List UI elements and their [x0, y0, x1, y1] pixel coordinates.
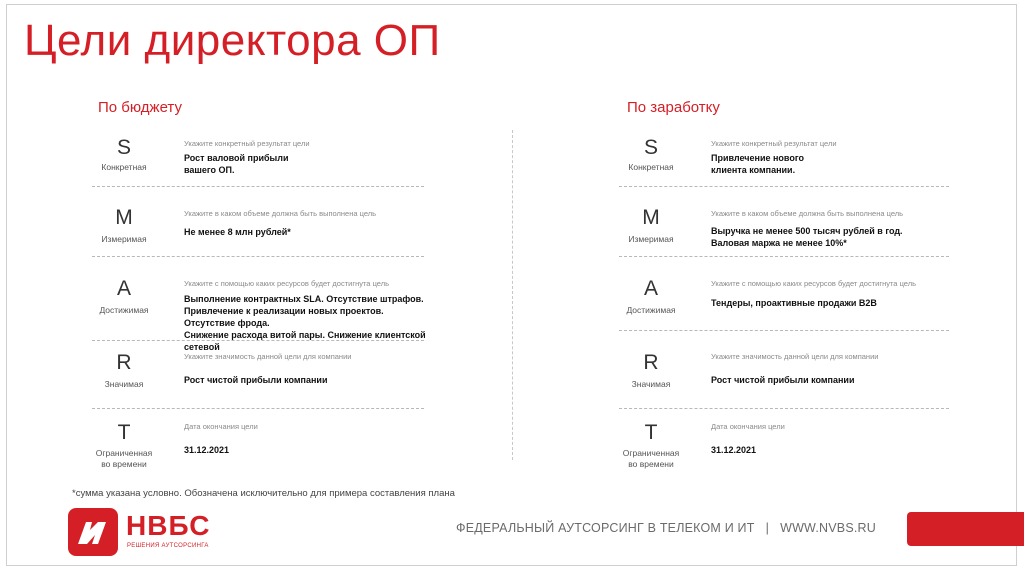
smart-value: Рост валовой прибыли вашего ОП.: [184, 153, 289, 175]
smart-value: Тендеры, проактивные продажи B2B: [711, 298, 877, 308]
smart-letter-name: Достижимая: [626, 305, 676, 315]
smart-hint: Дата окончания цели: [184, 422, 258, 431]
smart-letter-name: Ограниченная во времени: [95, 448, 153, 469]
footer-accent-bar: [907, 512, 1024, 546]
smart-letter-name: Достижимая: [99, 305, 149, 315]
column-heading-earnings: По заработку: [627, 99, 720, 116]
smart-hint: Укажите в каком объеме должна быть выполнена цель: [184, 209, 377, 218]
smart-letter-name: Конкретная: [628, 162, 674, 172]
company-logo-subtitle: РЕШЕНИЯ АУТСОРСИНГА: [127, 543, 209, 549]
smart-letter-name: Значимая: [631, 379, 671, 389]
smart-value: Рост чистой прибыли компании: [184, 375, 328, 385]
smart-value: Привлечение нового клиента компании.: [711, 153, 804, 175]
smart-value: Выручка не менее 500 тысяч рублей в год. Валовая маржа не менее 10%*: [711, 226, 903, 248]
smart-hint: Укажите с помощью каких ресурсов будет достигнута цель: [184, 279, 389, 288]
smart-value: Выполнение контрактных SLA. Отсутствие штрафов. Привлечение к реализации новых проектов. Отсутствие фрода. Снижение расхода витой пары. Снижение клиентской сетевой: [184, 294, 426, 352]
smart-letter-name: Измеримая: [628, 234, 674, 244]
row-divider: [92, 340, 424, 341]
smart-letter: S: [643, 136, 658, 159]
row-divider: [619, 330, 949, 331]
smart-letter: T: [117, 421, 131, 444]
smart-value: Рост чистой прибыли компании: [711, 375, 855, 385]
smart-hint: Укажите конкретный результат цели: [184, 139, 310, 148]
row-divider: [619, 408, 949, 409]
footer-tagline: ФЕДЕРАЛЬНЫЙ АУТСОРСИНГ В ТЕЛЕКОМ И ИТ | WWW.NVBS.RU: [456, 521, 877, 535]
smart-letter-name: Конкретная: [101, 162, 147, 172]
smart-letter: R: [643, 351, 659, 374]
row-divider: [92, 256, 424, 257]
smart-hint: Укажите в каком объеме должна быть выполнена цель: [711, 209, 904, 218]
smart-value: 31.12.2021: [184, 445, 230, 455]
smart-value: Не менее 8 млн рублей*: [184, 227, 291, 237]
row-divider: [619, 186, 949, 187]
smart-value: 31.12.2021: [711, 445, 757, 455]
column-divider: [512, 130, 513, 460]
smart-hint: Укажите значимость данной цели для компании: [711, 352, 879, 361]
smart-letter-name: Значимая: [104, 379, 144, 389]
smart-letter-name: Измеримая: [101, 234, 147, 244]
row-divider: [92, 408, 424, 409]
smart-letter: T: [644, 421, 658, 444]
smart-letter: R: [116, 351, 132, 374]
smart-hint: Дата окончания цели: [711, 422, 785, 431]
smart-hint: Укажите конкретный результат цели: [711, 139, 837, 148]
row-divider: [92, 186, 424, 187]
smart-hint: Укажите значимость данной цели для компании: [184, 352, 352, 361]
company-logo-icon: [68, 508, 118, 556]
smart-hint: Укажите с помощью каких ресурсов будет достигнута цель: [711, 279, 916, 288]
column-heading-budget: По бюджету: [98, 99, 182, 116]
row-divider: [619, 256, 949, 257]
smart-letter-name: Ограниченная во времени: [622, 448, 680, 469]
smart-letter: S: [116, 136, 131, 159]
company-logo-text: НВБС: [126, 510, 211, 541]
smart-letter: M: [642, 206, 660, 229]
smart-letter: M: [115, 206, 133, 229]
footnote: *сумма указана условно. Обозначена исключительно для примера составления плана: [72, 488, 455, 499]
smart-letter: A: [643, 277, 658, 300]
smart-letter: A: [116, 277, 131, 300]
slide-title: Цели директора ОП: [24, 16, 441, 65]
